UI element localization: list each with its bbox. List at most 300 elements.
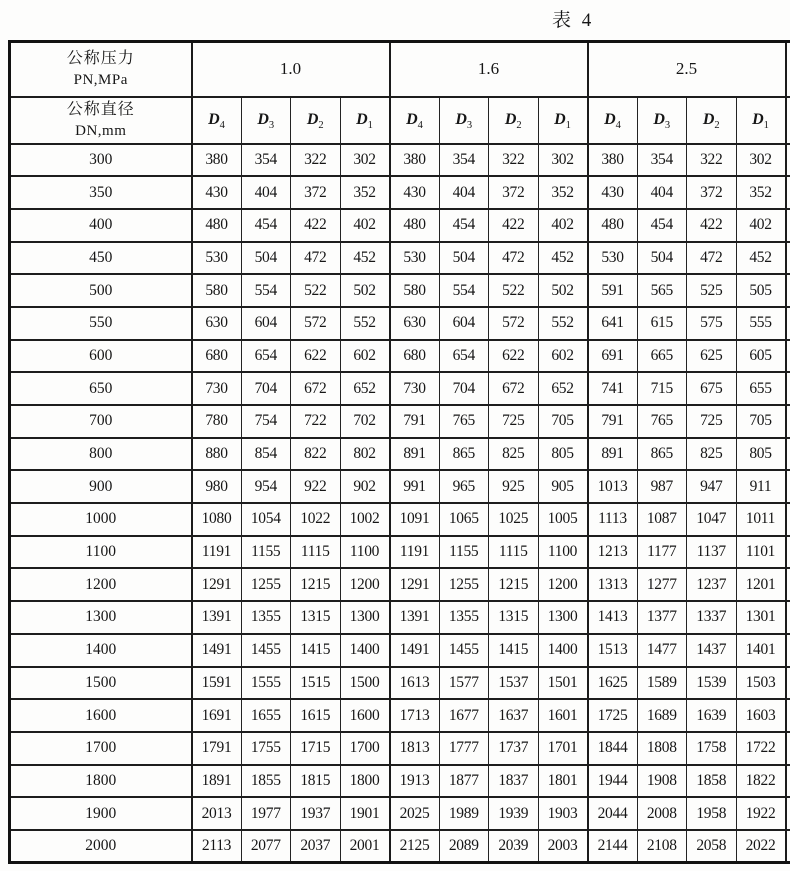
dn-value: 550	[10, 307, 192, 340]
dim-value: 555	[736, 307, 786, 340]
dim-value: 1501	[538, 667, 588, 700]
dim-value: 880	[192, 438, 242, 471]
cropped-cell	[786, 209, 790, 242]
col-header-d4-group3	[588, 97, 638, 144]
d-subscript: 3	[466, 120, 473, 132]
dim-value: 2108	[637, 830, 687, 863]
table-row	[10, 176, 790, 209]
d-symbol: D	[406, 111, 418, 128]
dim-value: 402	[736, 209, 786, 242]
dim-value: 572	[291, 307, 341, 340]
dim-value: 502	[340, 274, 390, 307]
dim-value: 1491	[390, 634, 440, 667]
dim-value: 625	[687, 340, 737, 373]
dim-value: 1601	[538, 699, 588, 732]
d-symbol: D	[455, 111, 467, 128]
dim-value: 505	[736, 274, 786, 307]
dim-value: 354	[439, 144, 489, 177]
dim-value: 1401	[736, 634, 786, 667]
dim-value: 722	[291, 405, 341, 438]
cropped-cell	[786, 536, 790, 569]
dim-value: 452	[538, 242, 588, 275]
dim-value: 554	[241, 274, 291, 307]
dim-value: 1301	[736, 601, 786, 634]
table-row	[10, 242, 790, 275]
d-subscript: 1	[763, 120, 769, 132]
dim-value: 502	[538, 274, 588, 307]
dn-value: 1700	[10, 732, 192, 765]
dim-value: 322	[687, 144, 737, 177]
dim-value: 1758	[687, 732, 737, 765]
dim-value: 1913	[390, 765, 440, 798]
dn-value: 1300	[10, 601, 192, 634]
table-crop-region	[8, 40, 790, 871]
dn-value: 350	[10, 176, 192, 209]
dim-value: 480	[390, 209, 440, 242]
dim-value: 1080	[192, 503, 242, 536]
table-row	[10, 765, 790, 798]
cropped-cell	[786, 797, 790, 830]
dim-value: 1315	[489, 601, 539, 634]
dim-value: 1713	[390, 699, 440, 732]
dim-value: 1047	[687, 503, 737, 536]
pressure-label-cell	[10, 42, 192, 97]
dim-value: 604	[439, 307, 489, 340]
dim-value: 630	[390, 307, 440, 340]
dim-value: 1539	[687, 667, 737, 700]
cropped-cell	[786, 503, 790, 536]
cropped-cell	[786, 601, 790, 634]
dim-value: 641	[588, 307, 638, 340]
cropped-cell	[786, 765, 790, 798]
dim-value: 1625	[588, 667, 638, 700]
dim-value: 525	[687, 274, 737, 307]
dn-value: 400	[10, 209, 192, 242]
dim-value: 1455	[439, 634, 489, 667]
d-header-row	[10, 97, 790, 144]
dim-value: 1877	[439, 765, 489, 798]
diameter-label-cn: 公称直径	[66, 100, 135, 118]
dim-value: 1722	[736, 732, 786, 765]
dn-value: 2000	[10, 830, 192, 863]
dn-value: 1800	[10, 765, 192, 798]
dim-value: 452	[340, 242, 390, 275]
table-row	[10, 536, 790, 569]
diameter-label-cell	[10, 97, 192, 144]
dim-value: 652	[340, 372, 390, 405]
table-row	[10, 601, 790, 634]
dim-value: 1137	[687, 536, 737, 569]
dim-value: 780	[192, 405, 242, 438]
dim-value: 422	[291, 209, 341, 242]
dim-value: 1200	[340, 568, 390, 601]
dn-value: 1000	[10, 503, 192, 536]
dim-value: 522	[489, 274, 539, 307]
dim-value: 987	[637, 470, 687, 503]
dim-value: 1491	[192, 634, 242, 667]
dim-value: 572	[489, 307, 539, 340]
cropped-cell	[786, 274, 790, 307]
dim-value: 2003	[538, 830, 588, 863]
table-row	[10, 634, 790, 667]
dim-value: 705	[538, 405, 588, 438]
table-row	[10, 503, 790, 536]
dim-value: 954	[241, 470, 291, 503]
pressure-group-2-5: 2.5	[588, 42, 786, 97]
dim-value: 322	[489, 144, 539, 177]
dim-value: 2125	[390, 830, 440, 863]
dim-value: 1115	[489, 536, 539, 569]
table-row	[10, 830, 790, 863]
dim-value: 1555	[241, 667, 291, 700]
dim-value: 805	[538, 438, 588, 471]
dim-value: 1100	[340, 536, 390, 569]
dim-value: 372	[489, 176, 539, 209]
dim-value: 480	[588, 209, 638, 242]
dim-value: 615	[637, 307, 687, 340]
dim-value: 1355	[439, 601, 489, 634]
dim-value: 672	[489, 372, 539, 405]
dim-value: 1215	[291, 568, 341, 601]
dim-value: 404	[637, 176, 687, 209]
dim-value: 1500	[340, 667, 390, 700]
dim-value: 1603	[736, 699, 786, 732]
dim-value: 2025	[390, 797, 440, 830]
dim-value: 805	[736, 438, 786, 471]
dim-value: 1091	[390, 503, 440, 536]
dim-value: 1025	[489, 503, 539, 536]
dim-value: 980	[192, 470, 242, 503]
dim-value: 825	[687, 438, 737, 471]
dim-value: 302	[736, 144, 786, 177]
dim-value: 580	[192, 274, 242, 307]
dim-value: 2144	[588, 830, 638, 863]
dim-value: 891	[390, 438, 440, 471]
d-symbol: D	[257, 111, 269, 128]
dim-value: 1922	[736, 797, 786, 830]
cropped-cell	[786, 242, 790, 275]
dim-value: 1822	[736, 765, 786, 798]
dim-value: 1391	[390, 601, 440, 634]
dim-value: 352	[736, 176, 786, 209]
dim-value: 1002	[340, 503, 390, 536]
table-row	[10, 568, 790, 601]
dim-value: 630	[192, 307, 242, 340]
dn-value: 300	[10, 144, 192, 177]
dim-value: 730	[192, 372, 242, 405]
dim-value: 1115	[291, 536, 341, 569]
dim-value: 825	[489, 438, 539, 471]
dim-value: 352	[538, 176, 588, 209]
table-row	[10, 307, 790, 340]
dim-value: 2001	[340, 830, 390, 863]
dim-value: 791	[588, 405, 638, 438]
col-header-d2-group2	[489, 97, 539, 144]
dim-value: 1391	[192, 601, 242, 634]
dim-value: 1300	[340, 601, 390, 634]
dim-value: 554	[439, 274, 489, 307]
cropped-column-subheader	[786, 97, 790, 144]
dim-value: 402	[340, 209, 390, 242]
dim-value: 1100	[538, 536, 588, 569]
dim-value: 715	[637, 372, 687, 405]
dim-value: 725	[687, 405, 737, 438]
dim-value: 565	[637, 274, 687, 307]
dim-value: 1855	[241, 765, 291, 798]
dim-value: 1415	[489, 634, 539, 667]
dim-value: 1977	[241, 797, 291, 830]
dim-value: 530	[192, 242, 242, 275]
dim-value: 354	[637, 144, 687, 177]
dim-value: 404	[241, 176, 291, 209]
dim-value: 1377	[637, 601, 687, 634]
dim-value: 1215	[489, 568, 539, 601]
dn-value: 1500	[10, 667, 192, 700]
dim-value: 372	[687, 176, 737, 209]
dim-value: 1800	[340, 765, 390, 798]
dim-value: 947	[687, 470, 737, 503]
dim-value: 1065	[439, 503, 489, 536]
dim-value: 302	[538, 144, 588, 177]
dim-value: 704	[241, 372, 291, 405]
dim-value: 1191	[192, 536, 242, 569]
cropped-cell	[786, 176, 790, 209]
dim-value: 1637	[489, 699, 539, 732]
dim-value: 480	[192, 209, 242, 242]
dim-value: 1291	[390, 568, 440, 601]
pressure-label-unit: PN,MPa	[73, 71, 128, 88]
dim-value: 1400	[538, 634, 588, 667]
dim-value: 965	[439, 470, 489, 503]
dim-value: 1944	[588, 765, 638, 798]
dim-value: 1255	[241, 568, 291, 601]
dim-value: 430	[588, 176, 638, 209]
dim-value: 605	[736, 340, 786, 373]
dn-value: 1900	[10, 797, 192, 830]
dim-value: 1315	[291, 601, 341, 634]
dim-value: 504	[637, 242, 687, 275]
dim-value: 2022	[736, 830, 786, 863]
dim-value: 1901	[340, 797, 390, 830]
d-subscript: 1	[565, 120, 571, 132]
table-row	[10, 438, 790, 471]
dim-value: 1337	[687, 601, 737, 634]
dim-value: 2008	[637, 797, 687, 830]
dim-value: 404	[439, 176, 489, 209]
dim-value: 1737	[489, 732, 539, 765]
dim-value: 702	[340, 405, 390, 438]
dim-value: 591	[588, 274, 638, 307]
d-subscript: 4	[615, 120, 621, 132]
dim-value: 472	[291, 242, 341, 275]
dim-value: 352	[340, 176, 390, 209]
dn-value: 1400	[10, 634, 192, 667]
table-row	[10, 699, 790, 732]
table-row	[10, 405, 790, 438]
dim-value: 754	[241, 405, 291, 438]
dim-value: 1255	[439, 568, 489, 601]
dim-value: 1455	[241, 634, 291, 667]
cropped-cell	[786, 830, 790, 863]
col-header-d1-group1	[340, 97, 390, 144]
dim-value: 472	[489, 242, 539, 275]
dim-value: 354	[241, 144, 291, 177]
dim-value: 1989	[439, 797, 489, 830]
dim-value: 672	[291, 372, 341, 405]
dim-value: 380	[588, 144, 638, 177]
dn-value: 650	[10, 372, 192, 405]
dim-value: 2077	[241, 830, 291, 863]
d-subscript: 2	[516, 120, 522, 132]
dim-value: 1200	[538, 568, 588, 601]
dim-value: 665	[637, 340, 687, 373]
col-header-d4-group2	[390, 97, 440, 144]
dim-value: 1689	[637, 699, 687, 732]
dim-value: 1791	[192, 732, 242, 765]
dim-value: 675	[687, 372, 737, 405]
dim-value: 422	[489, 209, 539, 242]
dim-value: 865	[637, 438, 687, 471]
dim-value: 891	[588, 438, 638, 471]
dim-value: 911	[736, 470, 786, 503]
cropped-cell	[786, 470, 790, 503]
dim-value: 1177	[637, 536, 687, 569]
dim-value: 652	[538, 372, 588, 405]
pressure-header-row	[10, 42, 790, 97]
dim-value: 604	[241, 307, 291, 340]
dim-value: 1691	[192, 699, 242, 732]
pressure-group-1-0: 1.0	[192, 42, 390, 97]
dim-value: 1477	[637, 634, 687, 667]
dim-value: 1639	[687, 699, 737, 732]
diameter-label-unit: DN,mm	[75, 122, 127, 139]
dim-value: 1277	[637, 568, 687, 601]
dim-value: 322	[291, 144, 341, 177]
dim-value: 380	[192, 144, 242, 177]
dim-value: 905	[538, 470, 588, 503]
dim-value: 1813	[390, 732, 440, 765]
d-symbol: D	[554, 111, 566, 128]
dn-value: 600	[10, 340, 192, 373]
dim-value: 1908	[637, 765, 687, 798]
dim-value: 1903	[538, 797, 588, 830]
dim-value: 865	[439, 438, 489, 471]
dim-value: 922	[291, 470, 341, 503]
col-header-d3-group1	[241, 97, 291, 144]
dim-value: 1655	[241, 699, 291, 732]
table-row	[10, 144, 790, 177]
dim-value: 991	[390, 470, 440, 503]
dim-value: 1677	[439, 699, 489, 732]
dim-value: 1503	[736, 667, 786, 700]
table-row	[10, 372, 790, 405]
d-subscript: 4	[417, 120, 423, 132]
dim-value: 380	[390, 144, 440, 177]
dim-value: 454	[637, 209, 687, 242]
dim-value: 454	[439, 209, 489, 242]
cropped-cell	[786, 667, 790, 700]
dn-value: 700	[10, 405, 192, 438]
dim-value: 1300	[538, 601, 588, 634]
dim-value: 1437	[687, 634, 737, 667]
dim-value: 1701	[538, 732, 588, 765]
dim-value: 2044	[588, 797, 638, 830]
dim-value: 654	[241, 340, 291, 373]
dim-value: 1291	[192, 568, 242, 601]
cropped-cell	[786, 372, 790, 405]
dim-value: 504	[439, 242, 489, 275]
dim-value: 802	[340, 438, 390, 471]
dim-value: 2113	[192, 830, 242, 863]
dim-value: 1415	[291, 634, 341, 667]
dim-value: 1808	[637, 732, 687, 765]
dim-value: 725	[489, 405, 539, 438]
table-row	[10, 667, 790, 700]
dim-value: 854	[241, 438, 291, 471]
dim-value: 1355	[241, 601, 291, 634]
pressure-group-1-6: 1.6	[390, 42, 588, 97]
dim-value: 822	[291, 438, 341, 471]
dim-value: 402	[538, 209, 588, 242]
cropped-cell	[786, 144, 790, 177]
dim-value: 704	[439, 372, 489, 405]
dim-value: 1155	[439, 536, 489, 569]
flange-dimension-table	[8, 40, 790, 864]
cropped-cell	[786, 634, 790, 667]
dim-value: 705	[736, 405, 786, 438]
dim-value: 472	[687, 242, 737, 275]
d-subscript: 2	[714, 120, 720, 132]
dn-value: 800	[10, 438, 192, 471]
cropped-cell	[786, 699, 790, 732]
d-symbol: D	[702, 111, 715, 128]
dim-value: 452	[736, 242, 786, 275]
dim-value: 1777	[439, 732, 489, 765]
dim-value: 1022	[291, 503, 341, 536]
dim-value: 655	[736, 372, 786, 405]
dim-value: 1005	[538, 503, 588, 536]
dim-value: 1715	[291, 732, 341, 765]
d-symbol: D	[208, 111, 220, 128]
dim-value: 602	[340, 340, 390, 373]
dim-value: 1413	[588, 601, 638, 634]
col-header-d2-group3	[687, 97, 737, 144]
dim-value: 1589	[637, 667, 687, 700]
table-title: 表 4	[552, 10, 595, 31]
dim-value: 1939	[489, 797, 539, 830]
dim-value: 691	[588, 340, 638, 373]
dim-value: 1101	[736, 536, 786, 569]
dim-value: 1844	[588, 732, 638, 765]
dim-value: 741	[588, 372, 638, 405]
dim-value: 1615	[291, 699, 341, 732]
dim-value: 1537	[489, 667, 539, 700]
cropped-cell	[786, 732, 790, 765]
d-symbol: D	[604, 111, 616, 128]
dim-value: 1958	[687, 797, 737, 830]
dim-value: 680	[192, 340, 242, 373]
dim-value: 1087	[637, 503, 687, 536]
dim-value: 1815	[291, 765, 341, 798]
col-header-d4-group1	[192, 97, 242, 144]
dim-value: 2089	[439, 830, 489, 863]
dim-value: 1613	[390, 667, 440, 700]
dim-value: 1515	[291, 667, 341, 700]
dim-value: 602	[538, 340, 588, 373]
dn-value: 1200	[10, 568, 192, 601]
dim-value: 552	[340, 307, 390, 340]
cropped-cell	[786, 568, 790, 601]
